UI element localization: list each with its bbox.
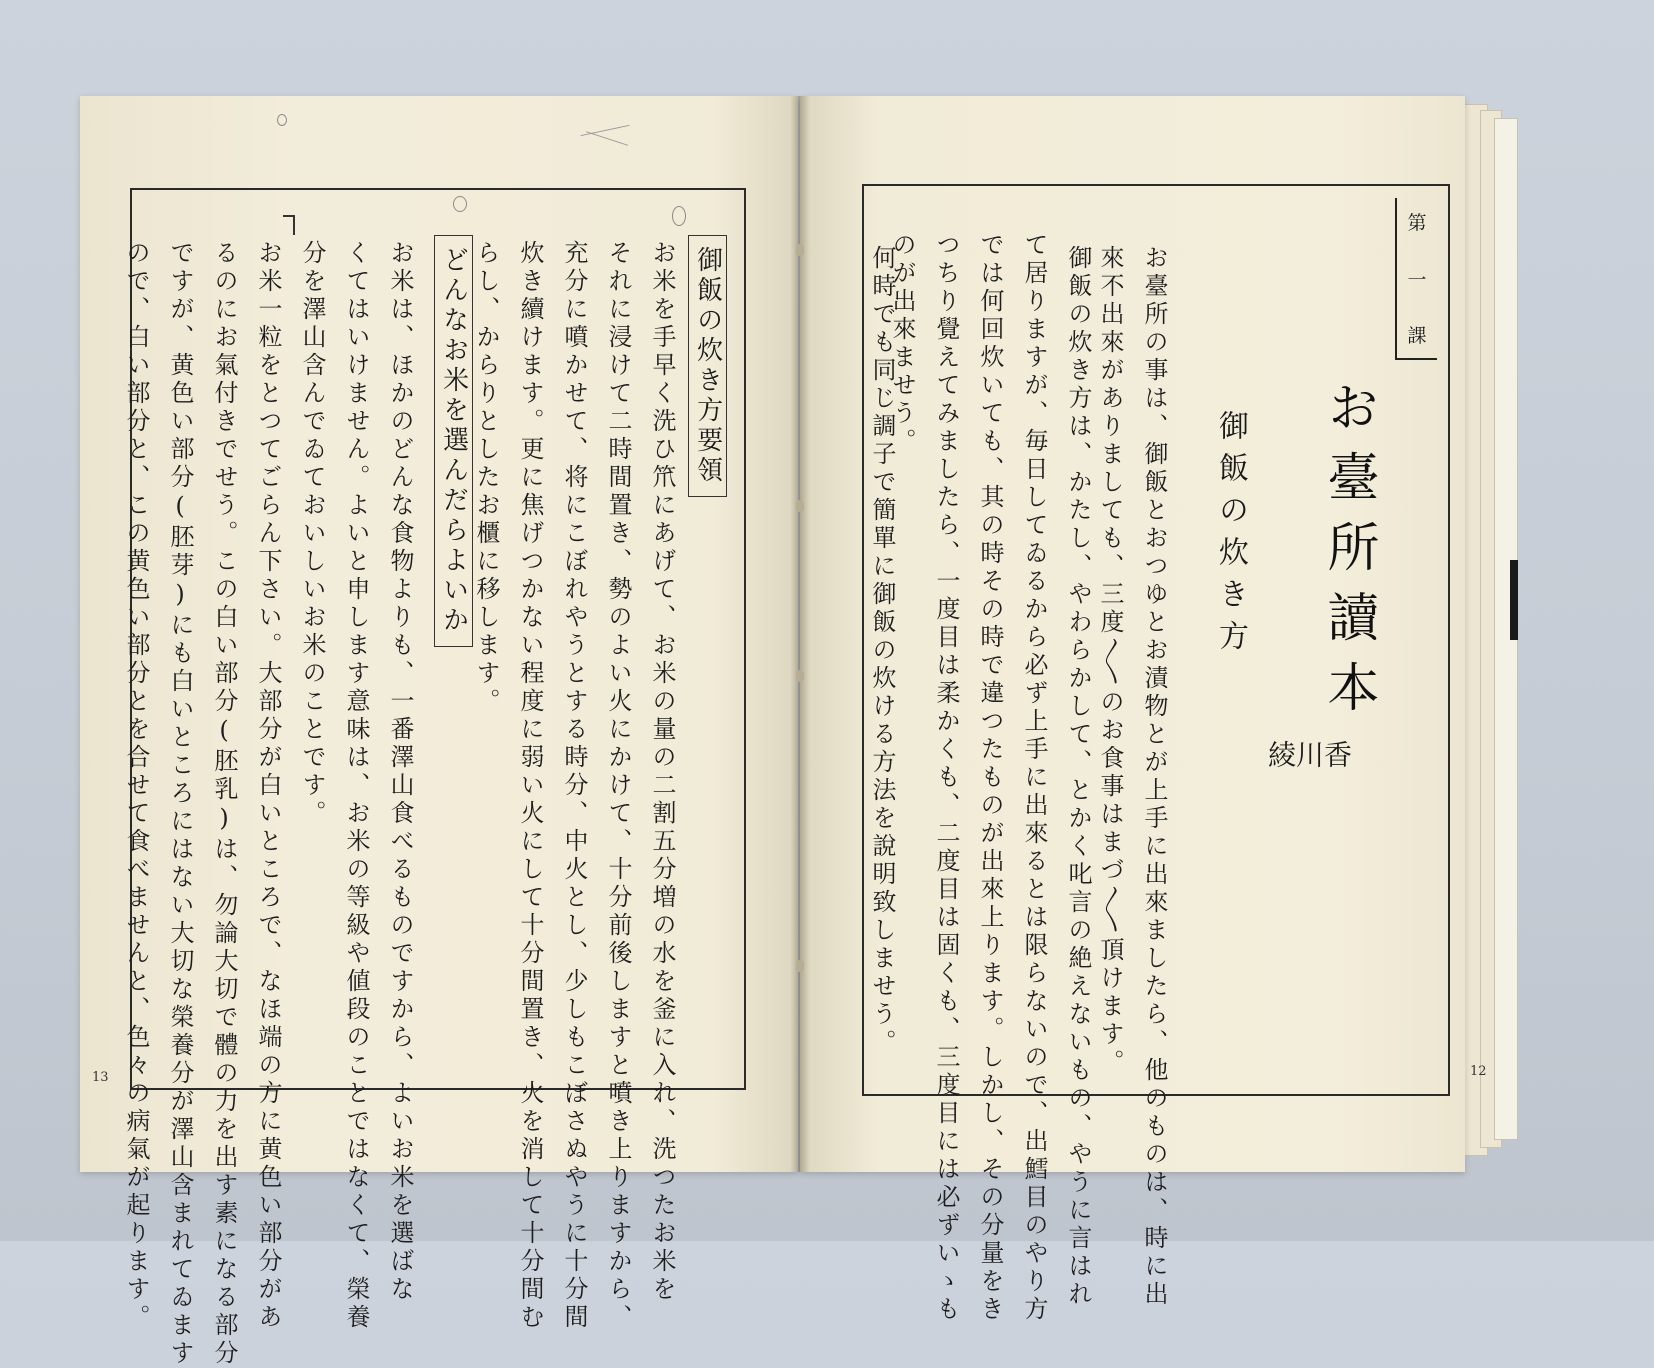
page-number-left: 13 [92, 1070, 109, 1085]
paragraph-bracket [283, 215, 295, 235]
paragraph-line: て居りますが、毎日してゐるから必ず上手に出來るとは限らないので、出鱈目のやり方 [1020, 232, 1048, 1324]
lesson-char: 課 [1407, 325, 1427, 347]
heading-choosing-rice: どんなお米を選んだらよいか [434, 235, 473, 647]
paragraph-line: お米を手早く洗ひ笊にあげて、お米の量の二割五分増の水を釜に入れ、洗つたお米を [648, 240, 676, 1304]
paragraph-line: お臺所の事は、御飯とおつゆとお漬物とが上手に出來ましたら、他のものは、時に出 [1140, 245, 1168, 1309]
paragraph-line: 充分に噴かせて、将にこぼれやうとする時分、中火とし、少しもこぼさぬやうに十分間 [560, 240, 588, 1332]
author-char: 川 [1292, 740, 1325, 768]
paragraph-line: らし、からりとしたお櫃に移します。 [472, 240, 500, 716]
author-char: 綾 [1264, 740, 1297, 768]
paragraph-line: 分を澤山含んでゐておいしいお米のことです。 [298, 240, 326, 828]
paragraph-line: お米一粒をとつてごらん下さい。大部分が白いところで、なほ端の方に黄色い部分があ [254, 240, 282, 1332]
paragraph-line: のが出來ませう。 [888, 232, 916, 456]
lesson-char: 第 [1407, 212, 1427, 234]
page-number-right: 12 [1470, 1064, 1487, 1079]
lesson-char: 一 [1407, 268, 1427, 291]
paragraph-line: それに浸けて二時間置き、勢のよい火にかけて、十分前後しますと噴き上りますから、 [604, 240, 632, 1332]
book-gutter [790, 96, 810, 1172]
pencil-mark [277, 114, 287, 126]
binding-hole [796, 500, 804, 512]
paragraph-line: では何回炊いても、其の時その時で違つたものが出來上ります。しかし、その分量をき [976, 232, 1004, 1324]
paragraph-line: ですが、黄色い部分(胚芽)にも白いところにはない大切な榮養分が澤山含まれてゐます [166, 240, 194, 1368]
paragraph-line: 炊き續けます。更に焦げつかない程度に弱い火にして十分間置き、火を消して十分間む [516, 240, 544, 1332]
paragraph-line: つちり覺えてみましたら、一度目は柔かくも、二度目は固くも、三度目には必ずいゝも [932, 232, 960, 1324]
heading-rice-cooking-method: 御飯の炊き方要領 [688, 235, 727, 497]
author-name [1264, 740, 1353, 840]
binding-hole [796, 960, 804, 972]
binding-hole [796, 244, 804, 256]
paragraph-line: 來不出來がありましても、三度〳〵のお食事はまづ〳〵頂けます。 [1096, 245, 1124, 1077]
chapter-subtitle: 御飯の炊き方 [1213, 410, 1248, 662]
paragraph-line: 何時でも同じ調子で簡單に御飯の炊ける方法を說明致しませう。 [868, 245, 896, 1057]
paragraph-line: ので、白い部分と、この黄色い部分とを合せて食べませんと、色々の病氣が起ります。 [122, 240, 150, 1332]
author-char: 香 [1320, 740, 1353, 768]
paragraph-line: 御飯の炊き方は、かたし、やわらかして、とかく叱言の絶えないもの、やうに言はれ [1064, 245, 1092, 1309]
paragraph-line: くてはいけません。よいと申します意味は、お米の等級や値段のことではなくて、榮養 [342, 240, 370, 1332]
book-title: お臺所讀本 [1318, 380, 1378, 730]
paragraph-line: お米は、ほかのどんな食物よりも、一番澤山食べるものですから、よいお米を選ばな [386, 240, 414, 1304]
binding-hole [796, 670, 804, 682]
lesson-label [1395, 198, 1437, 360]
paragraph-line: るのにお氣付きでせう。この白い部分(胚乳)は、勿論大切で體の力を出す素になる部分 [210, 240, 238, 1368]
page-tab-mark [1510, 560, 1518, 640]
